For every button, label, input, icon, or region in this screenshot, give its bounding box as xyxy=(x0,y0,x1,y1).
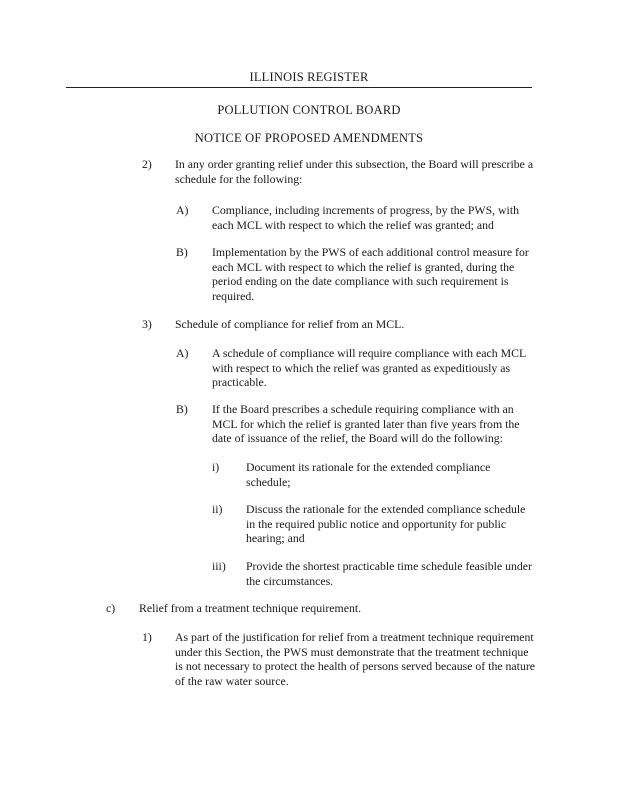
item-3-text: Schedule of compliance for relief from an MCL. xyxy=(175,317,405,331)
register-title: ILLINOIS REGISTER xyxy=(249,70,369,84)
item-c1-text: As part of the justification for relief from a treatment technique requirement under this Section, the PWS must demonstrate that the treatment technique is not necessary to protect the health of persons served because of the nature of the raw water source. xyxy=(175,630,536,688)
item-2a-text: Compliance, including increments of progress, by the PWS, with each MCL with respect to which the relief was granted; and xyxy=(212,203,519,232)
item-3b-i-label: i) xyxy=(212,460,220,474)
item-2-text: In any order granting relief under this subsection, the Board will prescribe a schedule for the following: xyxy=(175,157,534,186)
item-2b-label: B) xyxy=(176,245,188,259)
item-3a-text: A schedule of compliance will require compliance with each MCL with respect to which the relief was granted as expeditiously as practicable. xyxy=(212,346,526,390)
notice-title: NOTICE OF PROPOSED AMENDMENTS xyxy=(194,131,424,145)
item-c1-label: 1) xyxy=(142,630,152,644)
item-3b-ii-label: ii) xyxy=(212,502,223,516)
item-3b-label: B) xyxy=(176,402,188,416)
board-title: POLLUTION CONTROL BOARD xyxy=(217,103,401,117)
item-c-text: Relief from a treatment technique requirement. xyxy=(139,601,362,615)
item-3-label: 3) xyxy=(142,317,152,331)
header-rule xyxy=(66,87,532,88)
item-3b-iii-text: Provide the shortest practicable time schedule feasible under the circumstances. xyxy=(246,559,532,588)
item-2a-label: A) xyxy=(176,203,189,217)
item-3b-ii-text: Discuss the rationale for the extended compliance schedule in the required public notice and opportunity for public hearing; and xyxy=(246,502,526,546)
item-2b-text: Implementation by the PWS of each additional control measure for each MCL with respect to which the relief is granted, during the period ending on the date compliance with such requirement is required. xyxy=(212,245,529,303)
item-3b-i-text: Document its rationale for the extended compliance schedule; xyxy=(246,460,491,489)
item-c-label: c) xyxy=(106,601,116,615)
item-3a-label: A) xyxy=(176,346,189,360)
item-2-label: 2) xyxy=(142,157,152,171)
item-3b-iii-label: iii) xyxy=(212,559,226,573)
item-3b-text: If the Board prescribes a schedule requiring compliance with an MCL for which the relief is granted later than five years from the date of issuance of the relief, the Board will do the following: xyxy=(212,402,520,446)
